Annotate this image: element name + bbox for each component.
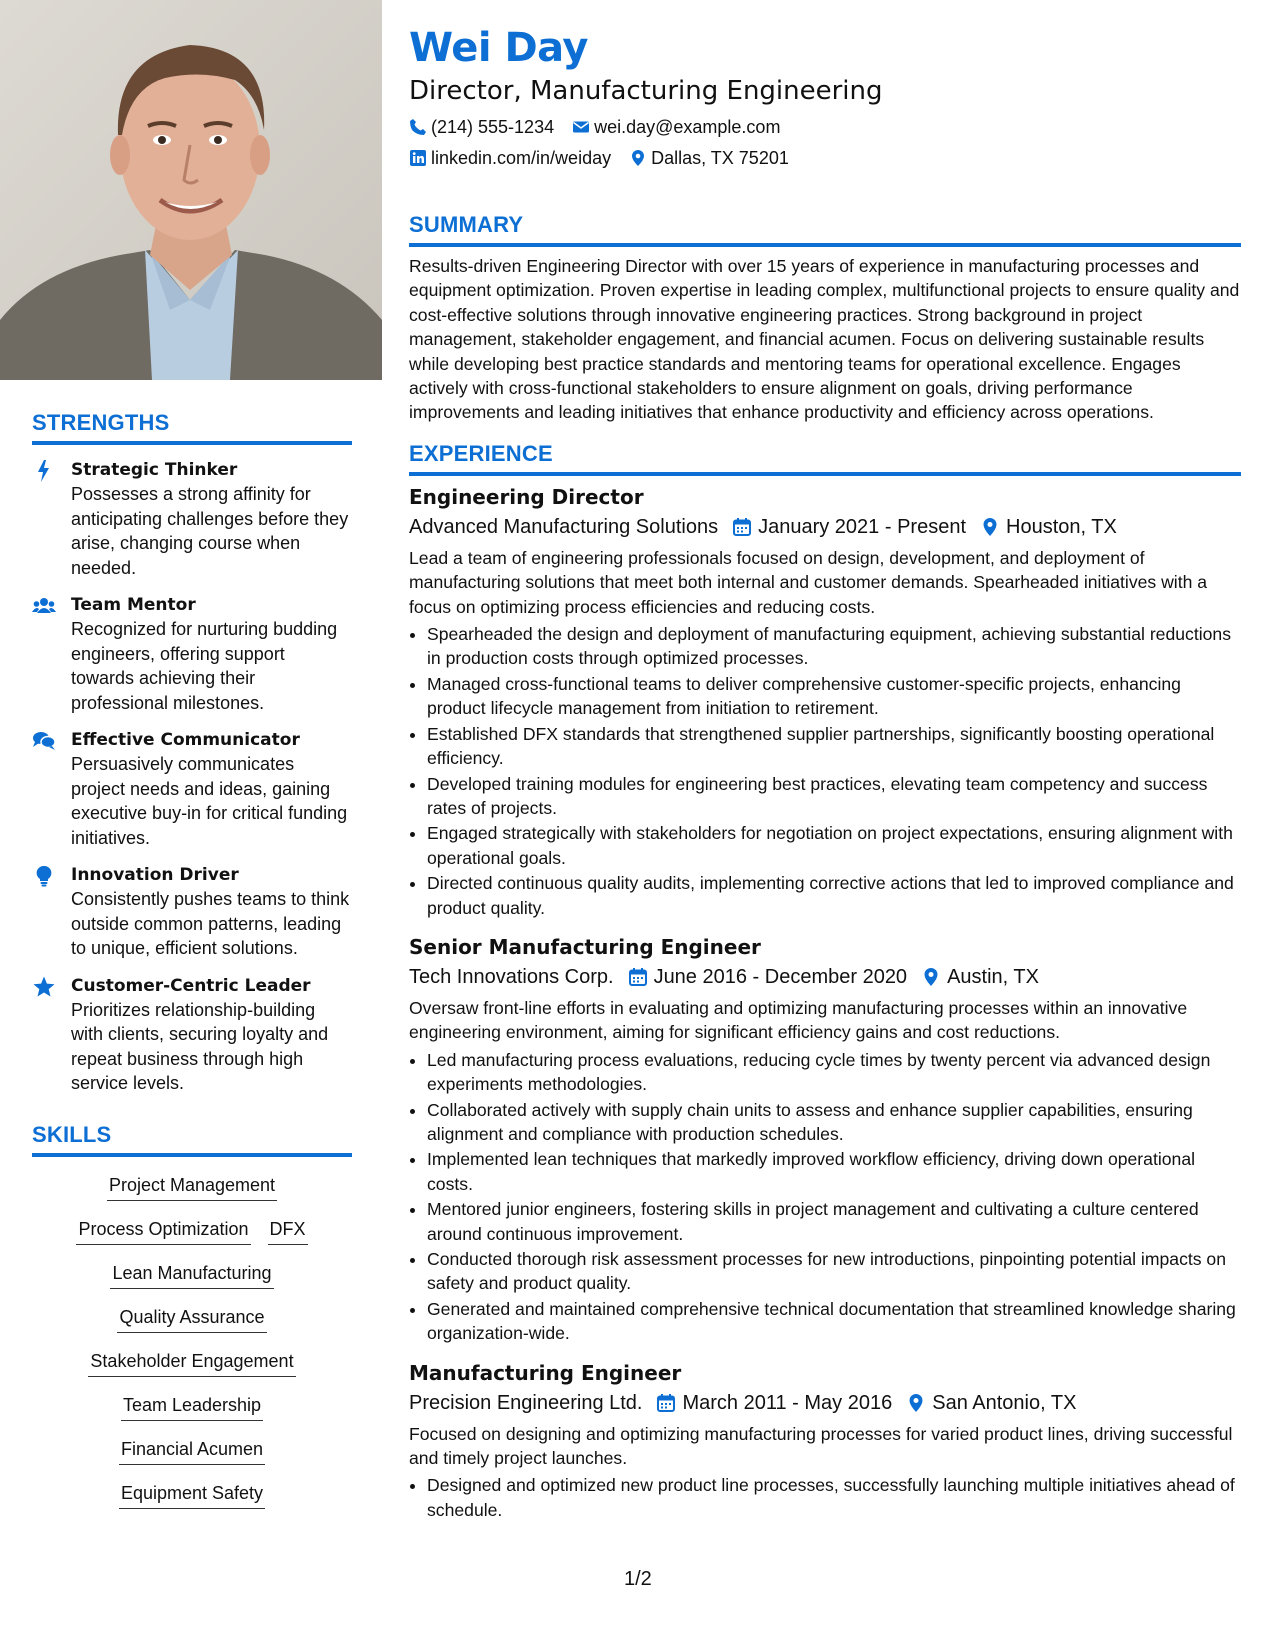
job-description: Focused on designing and optimizing manufacturing processes for varied product lines, driving successful and timely project launches. — [409, 1423, 1233, 1469]
strength-description: Possesses a strong affinity for anticipating challenges before they arise, changing course when needed. — [71, 484, 349, 578]
phone-contact[interactable] — [409, 115, 554, 139]
job-entry — [409, 1358, 1241, 1523]
job-bullet: • Established DFX standards that strengthened supplier partnerships, significantly boosting operational efficiency. — [427, 722, 1241, 771]
job-location: Austin, TX — [947, 965, 1039, 988]
contact-row — [409, 115, 1241, 139]
skill-tag: Quality Assurance — [117, 1305, 266, 1333]
contact-row — [409, 146, 1241, 170]
envelope-icon — [572, 118, 590, 136]
map-pin-icon — [906, 1393, 926, 1413]
job-bullet: • Spearheaded the design and deployment of manufacturing equipment, achieving substantial reductions in production costs through optimized processes. — [427, 622, 1241, 671]
skill-row — [32, 1393, 352, 1421]
chat-icon — [32, 730, 56, 752]
job-description: Oversaw front-line efforts in evaluating and optimizing manufacturing processes within an innovative engineering environment, aiming for significant efficiency gains and cost reductions. — [409, 997, 1188, 1043]
phone-icon — [409, 118, 427, 136]
strength-name: Strategic Thinker — [71, 460, 238, 480]
linkedin-text: linkedin.com/in/weiday — [431, 148, 612, 168]
profile-photo — [0, 0, 382, 380]
skill-tag: Team Leadership — [121, 1393, 263, 1421]
summary-heading: SUMMARY — [409, 212, 1241, 247]
job-bullet: • Developed training modules for engineering best practices, elevating team competency and success rates of projects. — [427, 772, 1241, 821]
calendar-icon — [732, 517, 752, 537]
job-title: Manufacturing Engineer — [409, 1360, 682, 1385]
skill-tag: Project Management — [107, 1173, 277, 1201]
star-icon — [32, 976, 56, 998]
strength-description: Consistently pushes teams to think outside common patterns, leading to unique, efficient solutions. — [71, 889, 350, 958]
job-meta — [409, 1388, 1241, 1418]
strength-description: Recognized for nurturing budding engineers, offering support towards achieving their professional milestones. — [71, 619, 338, 713]
skill-row — [32, 1173, 352, 1201]
portrait-illustration — [0, 0, 382, 380]
job-entry — [409, 932, 1241, 1346]
job-location: San Antonio, TX — [932, 1391, 1077, 1414]
job-bullet: • Mentored junior engineers, fostering skills in project management and cultivating a culture centered around continuous improvement. — [427, 1197, 1241, 1246]
strength-item — [32, 863, 352, 961]
job-entry — [409, 482, 1241, 920]
job-dates: March 2011 - May 2016 — [682, 1391, 893, 1414]
linkedin-icon — [409, 149, 427, 167]
skill-row — [32, 1349, 352, 1377]
location-text: Dallas, TX 75201 — [651, 148, 789, 168]
calendar-icon — [628, 967, 648, 987]
strength-name: Team Mentor — [71, 595, 196, 615]
skill-tag: Process Optimization — [76, 1217, 250, 1245]
strength-name: Effective Communicator — [71, 730, 300, 750]
candidate-name: Wei Day — [409, 25, 588, 71]
skill-row — [32, 1261, 352, 1289]
location-contact — [629, 146, 789, 170]
page-number: 1/2 — [624, 1568, 652, 1590]
job-dates: January 2021 - Present — [758, 515, 966, 538]
map-pin-icon — [921, 967, 941, 987]
job-company: Tech Innovations Corp. — [409, 965, 614, 988]
lightbulb-icon — [32, 865, 56, 887]
job-bullet: • Led manufacturing process evaluations, reducing cycle times by twenty percent via advanced design experiments methodologies. — [427, 1048, 1241, 1097]
summary-text: Results-driven Engineering Director with over 15 years of experience in manufacturing processes and equipment optimization. Proven expertise in leading complex, multifunctional projects to ensure quality and cost-effective solutions through innovative engineering practices. Strong background in project management, stakeholder engagement, and financial acumen. Focus on delivering sustainable results while developing best practice standards and mentoring teams for operational excellence. Engages actively with cross-functional stakeholders to ensure alignment on goals, driving performance improvements and leading initiatives that enhance productivity and efficiency across operations. — [409, 256, 1240, 423]
strength-name: Customer-Centric Leader — [71, 975, 311, 996]
job-bullet: • Designed and optimized new product line processes, successfully launching multiple initiatives ahead of schedule. — [427, 1473, 1241, 1522]
strength-item — [32, 593, 352, 715]
experience-heading: EXPERIENCE — [409, 441, 1241, 476]
users-icon — [32, 595, 56, 617]
job-company: Advanced Manufacturing Solutions — [409, 515, 719, 538]
job-description: Lead a team of engineering professionals focused on design, development, and deployment of manufacturing solutions that meet both internal and customer demands. Spearheaded initiatives with a focus on optimizing process efficiencies and reducing costs. — [409, 547, 1208, 617]
candidate-headline: Director, Manufacturing Engineering — [409, 76, 883, 106]
job-company: Precision Engineering Ltd. — [409, 1391, 643, 1414]
strengths-heading: STRENGTHS — [32, 410, 352, 445]
job-dates: June 2016 - December 2020 — [653, 965, 908, 988]
job-bullet: • Directed continuous quality audits, implementing corrective actions that led to improved compliance and product quality. — [427, 871, 1241, 920]
job-bullets — [409, 1048, 1241, 1346]
skill-tag: Equipment Safety — [119, 1481, 265, 1509]
job-title: Engineering Director — [409, 484, 644, 509]
job-bullet: • Generated and maintained comprehensive technical documentation that streamlined knowledge sharing organization-wide. — [427, 1297, 1241, 1346]
map-pin-icon — [629, 149, 647, 167]
email-text: wei.day@example.com — [594, 117, 781, 137]
strength-description: Persuasively communicates project needs and ideas, gaining executive buy-in for critical funding initiatives. — [71, 754, 348, 848]
job-meta — [409, 512, 1241, 542]
job-bullet: • Engaged strategically with stakeholders for negotiation on project expectations, ensuring alignment with operational goals. — [427, 821, 1241, 870]
email-contact[interactable] — [572, 115, 780, 139]
job-bullet: • Collaborated actively with supply chain units to assess and enhance supplier capabilities, ensuring alignment and compliance with production schedules. — [427, 1098, 1241, 1147]
job-bullet: • Conducted thorough risk assessment processes for new introductions, pinpointing potential impacts on safety and product quality. — [427, 1247, 1241, 1296]
sidebar — [0, 0, 382, 1650]
strength-item — [32, 458, 352, 580]
map-pin-icon — [980, 517, 1000, 537]
calendar-icon — [656, 1393, 676, 1413]
job-title: Senior Manufacturing Engineer — [409, 934, 761, 959]
job-meta — [409, 962, 1241, 992]
sidebar-content — [32, 410, 352, 1525]
strength-name: Innovation Driver — [71, 865, 239, 885]
bolt-icon — [32, 460, 56, 482]
main-content — [409, 22, 1241, 1523]
strength-description: Prioritizes relationship-building with clients, securing loyalty and repeat business through high service levels. — [71, 999, 329, 1093]
job-bullet: • Implemented lean techniques that markedly improved workflow efficiency, driving down operational costs. — [427, 1147, 1241, 1196]
skill-tag: DFX — [268, 1217, 308, 1245]
skill-row — [32, 1437, 352, 1465]
skill-row — [32, 1217, 352, 1245]
skills-heading: SKILLS — [32, 1122, 352, 1157]
job-bullets — [409, 1473, 1241, 1522]
strength-item — [32, 728, 352, 850]
linkedin-contact[interactable] — [409, 146, 611, 170]
skills-list — [32, 1173, 352, 1509]
job-bullet: • Managed cross-functional teams to deliver comprehensive customer-specific projects, enhancing product lifecycle management from initiation to retirement. — [427, 672, 1241, 721]
skill-tag: Stakeholder Engagement — [88, 1349, 295, 1377]
skill-row — [32, 1305, 352, 1333]
skill-tag: Financial Acumen — [119, 1437, 265, 1465]
phone-text: (214) 555-1234 — [431, 117, 555, 137]
skill-row — [32, 1481, 352, 1509]
skill-tag: Lean Manufacturing — [110, 1261, 273, 1289]
strength-item — [32, 974, 352, 1096]
job-location: Houston, TX — [1006, 515, 1117, 538]
job-bullets — [409, 622, 1241, 920]
